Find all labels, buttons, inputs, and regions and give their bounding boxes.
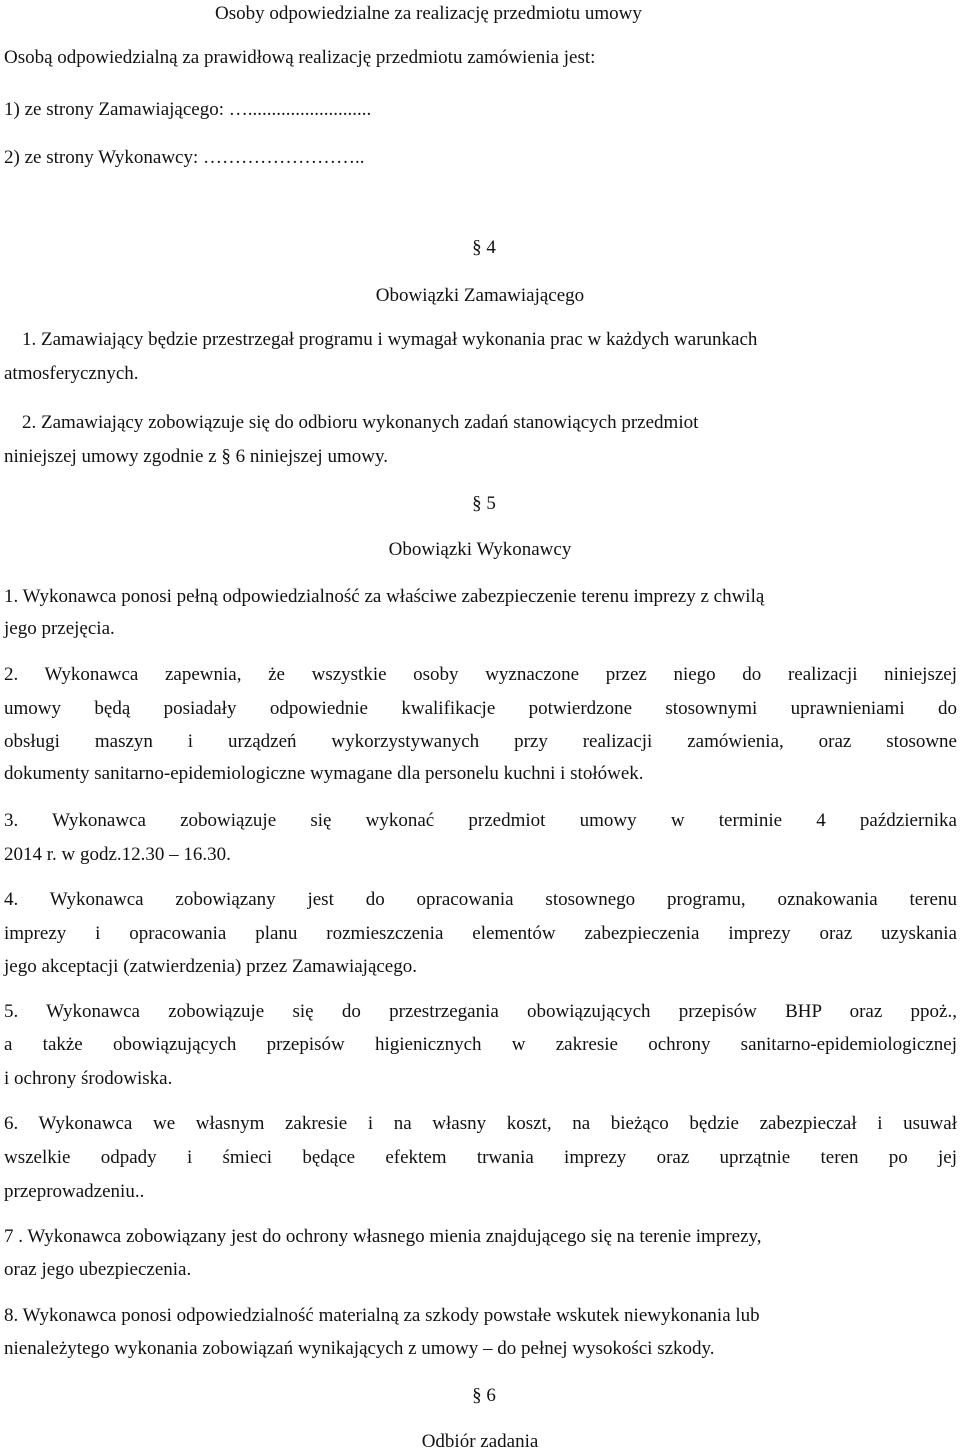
- paragraph-line: jego przejęcia.: [4, 618, 115, 639]
- section-title: Osoby odpowiedzialne za realizację przedmiotu umowy: [215, 3, 642, 24]
- section-title: Obowiązki Zamawiającego: [375, 285, 585, 306]
- paragraph-line: 1. Wykonawca ponosi pełną odpowiedzialność za właściwe zabezpieczenie terenu imprezy z chwilą: [4, 586, 765, 607]
- paragraph-line: 2. Wykonawca zapewnia, że wszystkie osoby wyznaczone przez niego do realizacji niniejszej: [4, 664, 957, 685]
- paragraph-line: przeprowadzeniu..: [4, 1181, 145, 1202]
- paragraph-line: 1. Zamawiający będzie przestrzegał programu i wymagał wykonania prac w każdych warunkach: [22, 329, 758, 350]
- paragraph-line: i ochrony środowiska.: [4, 1068, 173, 1089]
- section-symbol: § 4: [472, 237, 496, 258]
- paragraph-line: jego akceptacji (zatwierdzenia) przez Zamawiającego.: [4, 956, 417, 977]
- section-symbol: § 6: [472, 1385, 496, 1406]
- paragraph-line: 1) ze strony Zamawiającego: …..........................: [4, 99, 372, 120]
- paragraph-line: umowy będą posiadały odpowiednie kwalifikacje potwierdzone stosownymi uprawnieniami do: [4, 698, 957, 719]
- paragraph-line: dokumenty sanitarno-epidemiologiczne wymagane dla personelu kuchni i stołówek.: [4, 763, 644, 784]
- paragraph-line: niniejszej umowy zgodnie z § 6 niniejszej umowy.: [4, 446, 388, 467]
- paragraph-line: a także obowiązujących przepisów higienicznych w zakresie ochrony sanitarno-epidemiologicznej: [4, 1034, 957, 1055]
- paragraph-line: 4. Wykonawca zobowiązany jest do opracowania stosownego programu, oznakowania terenu: [4, 889, 957, 910]
- paragraph-line: obsługi maszyn i urządzeń wykorzystywanych przy realizacji zamówienia, oraz stosowne: [4, 731, 957, 752]
- section-symbol: § 5: [472, 493, 496, 514]
- paragraph-line: 7 . Wykonawca zobowiązany jest do ochrony własnego mienia znajdującego się na terenie imprezy,: [4, 1226, 762, 1247]
- paragraph-line: 2. Zamawiający zobowiązuje się do odbioru wykonanych zadań stanowiących przedmiot: [22, 412, 699, 433]
- paragraph-line: 5. Wykonawca zobowiązuje się do przestrzegania obowiązujących przepisów BHP oraz ppoż.,: [4, 1001, 957, 1022]
- paragraph-line: oraz jego ubezpieczenia.: [4, 1259, 192, 1280]
- paragraph-line: Osobą odpowiedzialną za prawidłową realizację przedmiotu zamówienia jest:: [4, 47, 596, 68]
- paragraph-line: wszelkie odpady i śmieci będące efektem trwania imprezy oraz uprzątnie teren po jej: [4, 1147, 957, 1168]
- paragraph-line: atmosferycznych.: [4, 363, 139, 384]
- paragraph-line: 2014 r. w godz.12.30 – 16.30.: [4, 844, 231, 865]
- paragraph-line: nienależytego wykonania zobowiązań wynikających z umowy – do pełnej wysokości szkody.: [4, 1338, 715, 1359]
- paragraph-line: 3. Wykonawca zobowiązuje się wykonać przedmiot umowy w terminie 4 października: [4, 810, 957, 831]
- paragraph-line: 2) ze strony Wykonawcy: ……………………..: [4, 147, 365, 168]
- paragraph-line: 6. Wykonawca we własnym zakresie i na własny koszt, na bieżąco będzie zabezpieczał i usuwał: [4, 1113, 957, 1134]
- section-title: Odbiór zadania: [421, 1431, 539, 1452]
- section-title: Obowiązki Wykonawcy: [388, 539, 572, 560]
- paragraph-line: 8. Wykonawca ponosi odpowiedzialność materialną za szkody powstałe wskutek niewykonania lub: [4, 1305, 760, 1326]
- paragraph-line: imprezy i opracowania planu rozmieszczenia elementów zabezpieczenia imprezy oraz uzyskania: [4, 923, 957, 944]
